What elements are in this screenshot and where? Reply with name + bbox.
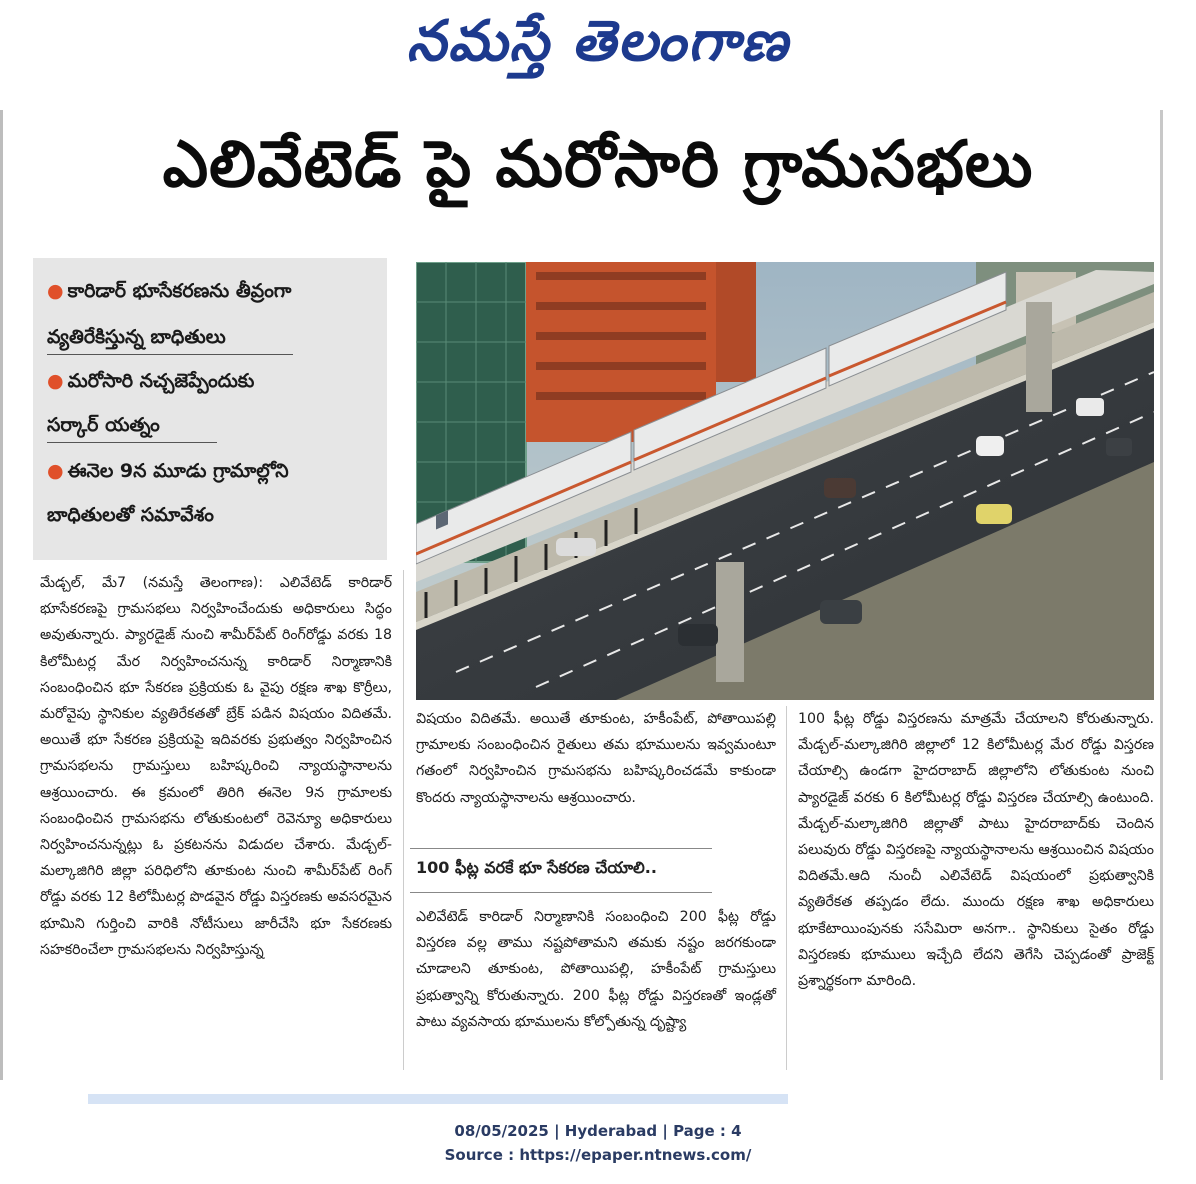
page-footer-source: Source : https://epaper.ntnews.com/	[444, 1146, 752, 1164]
bullet-icon: ●	[47, 280, 64, 302]
subhead-rule	[410, 848, 712, 849]
highlight-1-line1: ● కారిడార్ భూసేకరణను తీవ్రంగా	[47, 280, 292, 302]
article-paragraph: ఎలివేటెడ్ కారిడార్ నిర్మాణానికి సంబంధించి 200 ఫీట్ల రోడ్డు విస్తరణ వల్ల తాము నష్టపోతామని తమకు నష్టం జరగకుండా చూడాలని తూకుంట, పోతాయిపల్లి, హకీంపేట్ గ్రామస్తులు ప్రభుత్వాన్ని కోరుతున్నారు. 200 ఫీట్ల రోడ్డు విస్తరణతో ఇండ్లతో పాటు వ్యవసాయ భూములను కోల్పోతున్న దృష్ట్యా	[416, 909, 776, 1030]
highlight-rule	[47, 354, 293, 355]
column-divider	[403, 570, 404, 1070]
elevated-corridor-photo	[416, 262, 1154, 700]
article-subheading: 100 ఫీట్ల వరకే భూ సేకరణ చేయాలి..	[416, 858, 657, 877]
article-column-2-bottom	[416, 904, 776, 1035]
highlight-3-line2: బాధితులతో సమావేశం	[47, 504, 214, 526]
next-article-strip	[88, 1094, 788, 1104]
highlight-1-line2: వ్యతిరేకిస్తున్న బాధితులు	[47, 326, 226, 348]
article-column-2-top	[416, 706, 776, 811]
highlights-box	[33, 258, 387, 560]
highlight-3-line1: ● ఈనెల 9న మూడు గ్రామాల్లోని	[47, 460, 289, 482]
article-paragraph: విషయం విదితమే. అయితే తూకుంట, హకీంపేట్, పోతాయిపల్లి గ్రామాలకు సంబంధించిన రైతులు తమ భూములను ఇవ్వమంటూ గతంలో నిర్వహించిన గ్రామసభను బహిష్కరించడమే కాకుండా కొందరు న్యాయస్థానాలను ఆశ్రయించారు.	[416, 711, 776, 806]
article-column-1	[40, 570, 392, 963]
article-paragraph: 100 ఫీట్ల రోడ్డు విస్తరణను మాత్రమే చేయాలని కోరుతున్నారు. మేడ్చల్-మల్కాజిగిరి జిల్లాలో 12 కిలోమీటర్ల మేర రోడ్డు విస్తరణ చేయాల్సి ఉండగా హైదరాబాద్ జిల్లాలోని లోతుకుంట నుంచి ప్యారడైజ్ వరకు 6 కిలోమీటర్ల రోడ్డు విస్తరణ చేయాల్సి ఉంటుంది. మేడ్చల్-మల్కాజిగిరి జిల్లాతో పాటు హైదరాబాద్‌కు చెందిన పలువురు రోడ్డు విస్తరణపై న్యాయస్థానాలను ఆశ్రయించిన విషయం విదితమే.ఆది నుంచీ ఎలివేటెడ్ విషయంలో ప్రభుత్వానికి వ్యతిరేకత తప్పడం లేదు. ముందు రక్షణ శాఖ అధికారులు భూకేటాయింపునకు ససేమిరా అనగా.. స్థానికులు సైతం రోడ్డు విస్తరణకు భూములు ఇచ్చేది లేదని తెగేసి చెప్పడంతో ప్రాజెక్ట్ ప్రశ్నార్థకంగా మారింది.	[798, 711, 1154, 990]
highlight-2-line1: ● మరోసారి నచ్చజెప్పేందుకు	[47, 370, 255, 392]
bullet-icon: ●	[47, 460, 64, 482]
page-edge-right	[1160, 110, 1163, 1080]
subhead-rule	[410, 892, 712, 893]
bullet-icon: ●	[47, 370, 64, 392]
highlight-rule	[47, 442, 217, 443]
newspaper-logo: నమస్తే తెలంగాణ	[406, 8, 790, 74]
article-paragraph: మేడ్చల్, మే7 (నమస్తే తెలంగాణ): ఎలివేటెడ్ కారిడార్ భూసేకరణపై గ్రామసభలు నిర్వహించేందుకు అధికారులు సిద్ధం అవుతున్నారు. ప్యారడైజ్ నుంచి శామీర్‌పేట్ రింగ్‌రోడ్డు వరకు 18 కిలోమీటర్ల మేర నిర్వహించనున్న కారిడార్ నిర్మాణానికి సంబంధించిన భూ సేకరణ ప్రక్రియకు ఓ వైపు రక్షణ శాఖ కొర్రీలు, మరోవైపు స్థానికుల వ్యతిరేకతతో బ్రేక్ పడిన విషయం విదితమే. అయితే భూ సేకరణ ప్రక్రియపై ఇదివరకు ప్రభుత్వం నిర్వహించిన గ్రామసభలను గ్రామస్తులు బహిష్కరించి న్యాయస్థానాలను ఆశ్రయించారు. ఈ క్రమంలో తిరిగి ఈనెల 9న గ్రామాలకు సంబంధించిన గ్రామసభను లోతుకుంటలో రెవెన్యూ అధికారులు నిర్వహించనున్నట్లు ఓ ప్రకటనను విడుదల చేశారు. మేడ్చల్-మల్కాజిగిరి జిల్లా పరిధిలోని తూకుంట నుంచి శామీర్‌పేట్ రింగ్ రోడ్డు వరకు 12 కిలోమీటర్ల పొడవైన రోడ్డు విస్తరణకు అవసరమైన భూమిని గుర్తించి వారికి నోటీసులు జారీచేసి భూ సేకరణకు సహకరించేలా గ్రామసభలను నిర్వహిస్తున్న	[40, 575, 392, 958]
article-headline: ఎలివేటెడ్ పై మరోసారి గ్రామసభలు	[162, 128, 1034, 202]
page-footer-date: 08/05/2025 | Hyderabad | Page : 4	[454, 1122, 742, 1140]
photo-illustration	[416, 262, 1154, 700]
article-column-3	[798, 706, 1154, 994]
highlight-2-line2: సర్కార్ యత్నం	[47, 414, 160, 436]
masthead	[0, 0, 1196, 98]
column-divider	[786, 706, 787, 1070]
page-edge-left	[0, 110, 3, 1080]
